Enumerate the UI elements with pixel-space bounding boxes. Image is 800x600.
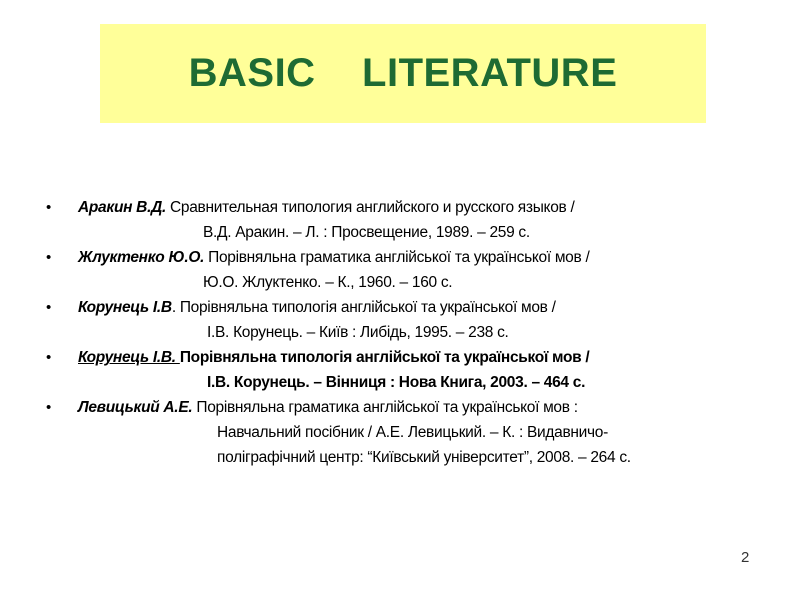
reference-list	[0, 195, 800, 470]
reference-continuation: І.В. Корунець. – Київ : Либідь, 1995. – 238 с.	[207, 324, 509, 341]
reference-title: Сравнительная типология английского и русского языков /	[165, 199, 575, 216]
reference-item-zhluktenko	[0, 245, 800, 295]
reference-author: Левицький А.Е.	[78, 399, 193, 416]
bullet: •	[46, 249, 51, 266]
reference-author: Аракин В.Д.	[78, 199, 166, 216]
reference-continuation: поліграфічний центр: “Київський університет”, 2008. – 264 с.	[217, 449, 631, 466]
reference-first-line	[78, 295, 556, 320]
page-number: 2	[741, 549, 750, 566]
reference-item-arakin	[0, 195, 800, 245]
bullet: •	[46, 399, 51, 416]
reference-continuation: Навчальний посібник / А.Е. Левицький. – К. : Видавничо-	[217, 424, 608, 441]
bullet: •	[46, 349, 51, 366]
reference-item-korunets-1995	[0, 295, 800, 345]
reference-title: Порівняльна типологія англійської та української мов /	[179, 349, 590, 366]
reference-author: Корунець І.В	[78, 299, 172, 316]
reference-first-line	[78, 345, 589, 370]
reference-author: Жлуктенко Ю.О.	[78, 249, 205, 266]
reference-continuation: Ю.О. Жлуктенко. – К., 1960. – 160 с.	[203, 274, 453, 291]
reference-title: Порівняльна граматика англійської та української мов :	[192, 399, 578, 416]
reference-first-line	[78, 245, 589, 270]
reference-first-line	[78, 195, 574, 220]
slide-title: BASIC LITERATURE	[188, 51, 618, 95]
bullet: •	[46, 199, 51, 216]
reference-title: . Порівняльна типологія англійської та української мов /	[171, 299, 556, 316]
reference-first-line	[78, 395, 578, 420]
reference-continuation: І.В. Корунець. – Вінниця : Нова Книга, 2003. – 464 с.	[207, 374, 586, 391]
reference-item-levytskyi	[0, 395, 800, 470]
reference-item-korunets-2003	[0, 345, 800, 395]
title-banner	[100, 24, 706, 123]
reference-author: Корунець І.В.	[78, 349, 180, 366]
bullet: •	[46, 299, 51, 316]
reference-title: Порівняльна граматика англійської та української мов /	[204, 249, 590, 266]
reference-continuation: В.Д. Аракин. – Л. : Просвещение, 1989. – 259 с.	[203, 224, 530, 241]
